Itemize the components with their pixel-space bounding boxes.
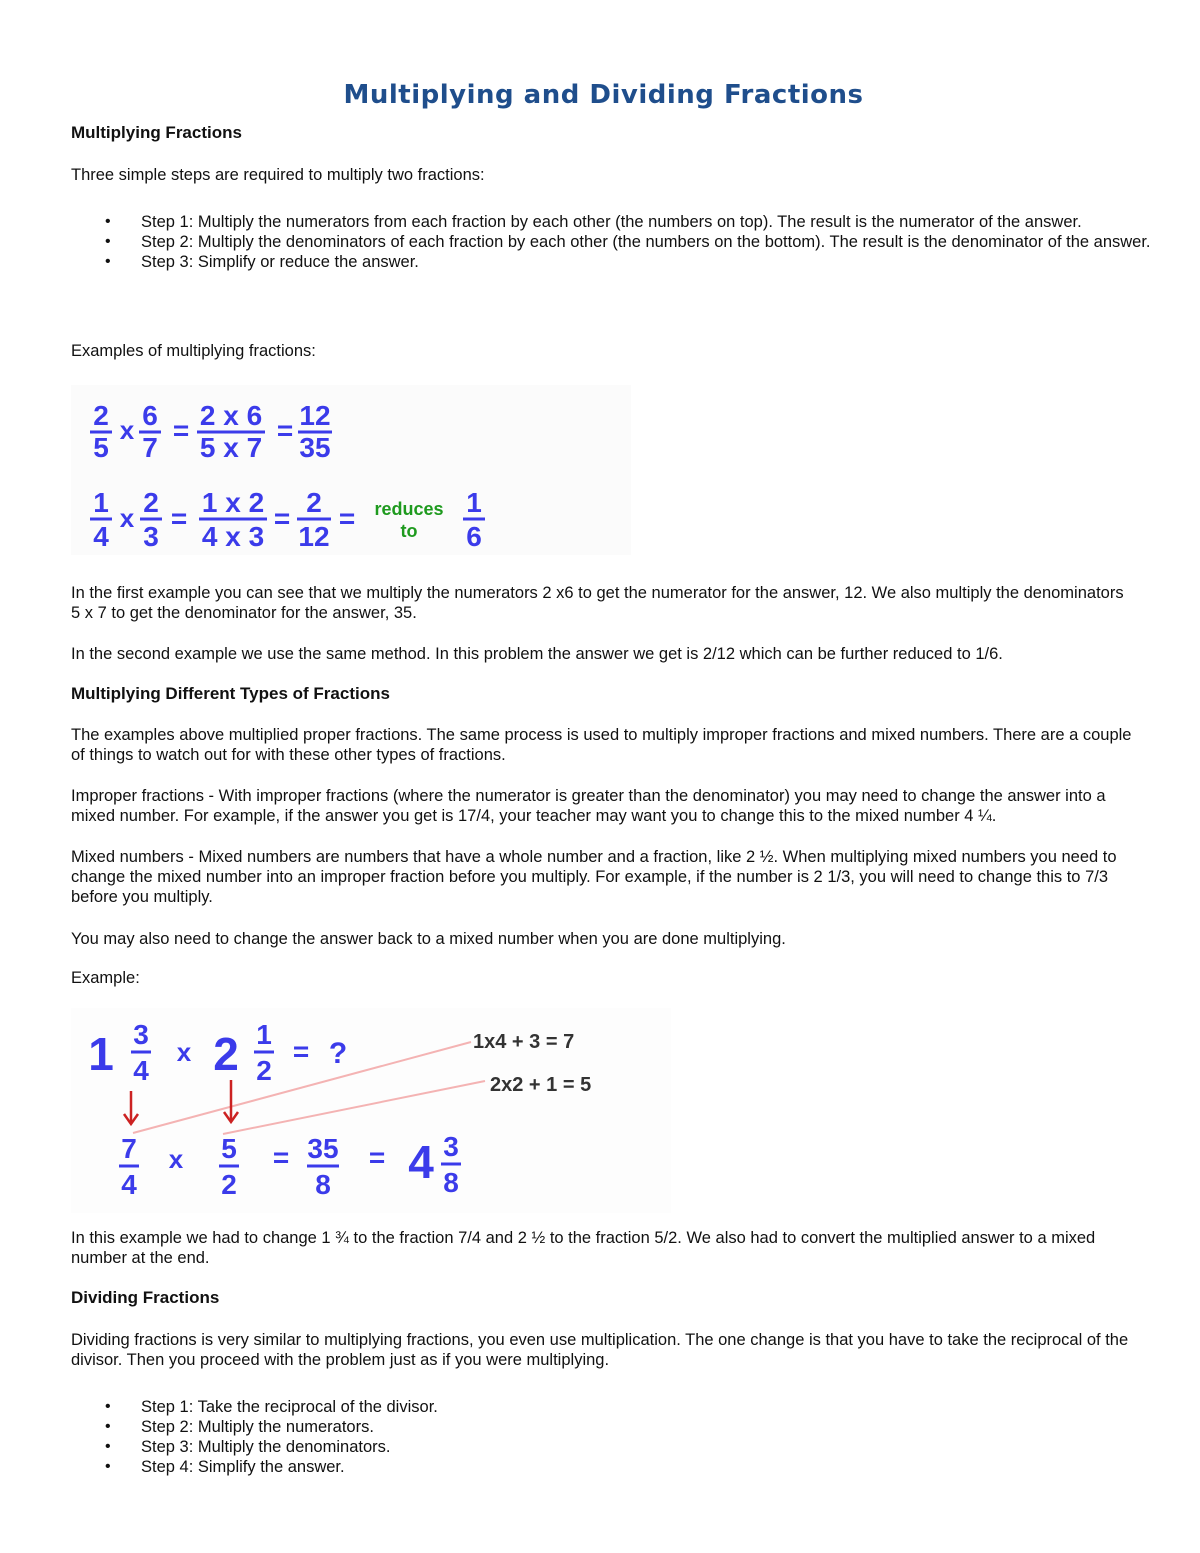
heading-different-types: Multiplying Different Types of Fractions — [71, 684, 390, 703]
heading-dividing: Dividing Fractions — [71, 1288, 220, 1307]
improper-fractions-paragraph: Improper fractions - With improper fractions (where the numerator is greater than the denominator) you may need to change the answer into a mixed number. For example, if the answer you get is 17/4, your teacher may want you to change this to the mixed number 4 ¼. — [71, 787, 1106, 825]
frac-den: 35 — [299, 432, 331, 463]
list-item: • Step 3: Simplify or reduce the answer. — [141, 252, 1200, 272]
multiplying-intro: Three simple steps are required to multiply two fractions: — [71, 166, 485, 184]
conversion-explanation: In this example we had to change 1 ¾ to the fraction 7/4 and 2 ½ to the fraction 5/2. We also had to convert the multiplied answer to a mixed number at the end. — [71, 1229, 1096, 1267]
times-sign: x — [176, 1037, 192, 1067]
list-item: • Step 3: Multiply the denominators. — [141, 1437, 1200, 1457]
heading-multiplying: Multiplying Fractions — [71, 123, 242, 142]
example-label: Example: — [71, 969, 140, 987]
times-sign: x — [168, 1144, 184, 1174]
frac-num: 6 — [142, 400, 158, 431]
mixed-numbers-paragraph: Mixed numbers - Mixed numbers are numbers that have a whole number and a fraction, like 2 ½. When multiplying mixed numbers you need to change the mixed number into an improper fraction before you multiply. For example, if the number is 2 1/3, you will need to change this to 7/3 before you multiply. — [71, 848, 1117, 906]
frac-num: 1 — [466, 487, 482, 518]
fraction-examples-image — [71, 385, 631, 555]
times-sign: x — [119, 415, 135, 445]
equals-sign: = — [170, 503, 188, 534]
equals-sign: = — [338, 503, 356, 534]
frac-den: 5 — [93, 432, 109, 463]
equals-sign: = — [272, 1142, 290, 1173]
question-mark: ? — [328, 1037, 348, 1070]
conversion-note-2: 2x2 + 1 = 5 — [490, 1074, 592, 1096]
equals-sign: = — [292, 1036, 310, 1067]
frac-num: 3 — [443, 1131, 459, 1162]
examples-label: Examples of multiplying fractions: — [71, 342, 316, 360]
dividing-intro: Dividing fractions is very similar to multiplying fractions, you even use multiplication. The one change is that you have to take the reciprocal of the divisor. Then you proceed with the problem just as if you were multiplying. — [71, 1331, 1129, 1369]
frac-den: 6 — [466, 521, 482, 552]
frac-den: 2 — [256, 1055, 272, 1086]
times-sign: x — [119, 503, 135, 533]
frac-den: 7 — [142, 432, 158, 463]
dividing-steps-list — [71, 1397, 1200, 1477]
frac-num: 2 x 6 — [199, 400, 263, 431]
frac-den: 8 — [443, 1167, 459, 1198]
list-item: • Step 2: Multiply the numerators. — [141, 1417, 1200, 1437]
frac-num: 1 x 2 — [201, 487, 265, 518]
figure-multiplying-examples — [71, 385, 631, 555]
frac-num: 2 — [143, 487, 159, 518]
frac-num: 1 — [256, 1019, 272, 1050]
frac-num: 2 — [93, 400, 109, 431]
list-item: • Step 1: Take the reciprocal of the divisor. — [141, 1397, 1200, 1417]
frac-den: 3 — [143, 521, 159, 552]
equals-sign: = — [368, 1142, 386, 1173]
figure-mixed-number-example — [71, 1008, 671, 1213]
frac-num: 2 — [306, 487, 322, 518]
frac-den: 12 — [298, 521, 330, 552]
frac-den: 4 — [121, 1169, 137, 1200]
whole-number: 2 — [213, 1028, 239, 1080]
frac-den: 4 — [93, 521, 109, 552]
frac-num: 7 — [121, 1133, 137, 1164]
frac-num: 5 — [221, 1133, 237, 1164]
reduces-to-label: to — [400, 521, 418, 541]
mixed-number-example-image — [71, 1008, 671, 1213]
frac-num: 3 — [133, 1019, 149, 1050]
types-paragraph-1: The examples above multiplied proper fractions. The same process is used to multiply improper fractions and mixed numbers. There are a couple of things to watch out for with these other types of fractions. — [71, 726, 1132, 764]
frac-den: 8 — [315, 1169, 331, 1200]
frac-den: 4 — [133, 1055, 149, 1086]
frac-num: 1 — [93, 487, 109, 518]
page-title: Multiplying and Dividing Fractions — [343, 80, 864, 110]
conversion-note-1: 1x4 + 3 = 7 — [473, 1031, 575, 1053]
reduces-label: reduces — [374, 499, 444, 519]
frac-num: 12 — [299, 400, 331, 431]
whole-number: 1 — [88, 1028, 114, 1080]
list-item: • Step 1: Multiply the numerators from each fraction by each other (the numbers on top). The result is the numerator of the answer. — [141, 212, 1200, 232]
frac-den: 2 — [221, 1169, 237, 1200]
multiplying-steps-list — [71, 212, 1200, 272]
equals-sign: = — [276, 415, 294, 446]
frac-num: 35 — [307, 1133, 339, 1164]
equals-sign: = — [172, 415, 190, 446]
whole-number: 4 — [408, 1136, 434, 1188]
list-item: • Step 4: Simplify the answer. — [141, 1457, 1200, 1477]
frac-den: 4 x 3 — [201, 521, 265, 552]
equals-sign: = — [273, 503, 291, 534]
change-back-paragraph: You may also need to change the answer back to a mixed number when you are done multiplying. — [71, 930, 786, 948]
explain-second-example: In the second example we use the same method. In this problem the answer we get is 2/12 which can be further reduced to 1/6. — [71, 645, 1003, 663]
list-item: • Step 2: Multiply the denominators of each fraction by each other (the numbers on the bottom). The result is the denominator of the answer. — [141, 232, 1200, 252]
frac-den: 5 x 7 — [199, 432, 263, 463]
explain-first-example: In the first example you can see that we multiply the numerators 2 x6 to get the numerator for the answer, 12. We also multiply the denominators 5 x 7 to get the denominator for the answer, 35. — [71, 584, 1124, 622]
